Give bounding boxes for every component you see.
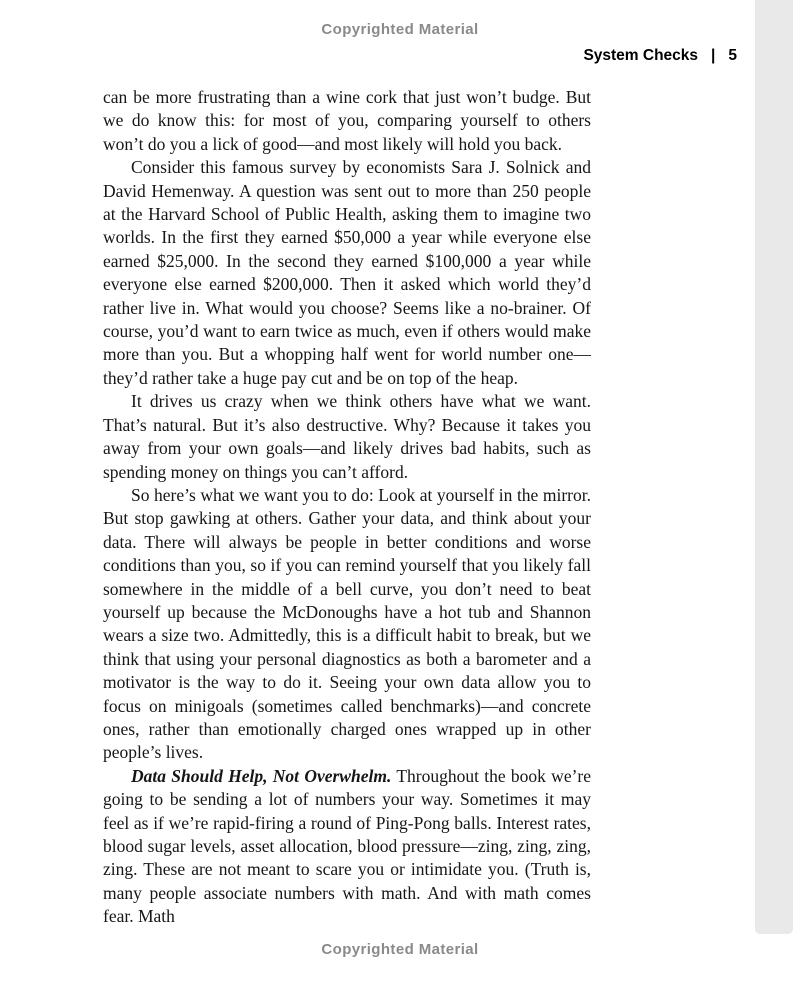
paragraph: can be more frustrating than a wine cork that just won’t budge. But we do know this: for most of you, comparing yourself to others won’t do you a lick of good—and most likely will hold you back. [103,87,591,154]
copyright-watermark-bottom: Copyrighted Material [321,941,479,958]
body-text-block [103,86,591,929]
paragraph-lead-in: Data Should Help, Not Overwhelm. [131,765,392,786]
paragraph: So here’s what we want you to do: Look at yourself in the mirror. But stop gawking at others. Gather your data, and think about your data. There will always be people in better conditions and worse conditions than you, so if you can remind yourself that you likely fall somewhere in the middle of a bell curve, you don’t need to beat yourself up because the McDonoughs have a hot tub and Shannon wears a size two. Admittedly, this is a difficult habit to break, but we think that using your personal diagnostics as both a barometer and a motivator is the way to do it. Seeing your own data allow you to focus on minigoals (sometimes called benchmarks)—and concrete ones, rather than emotionally charged ones wrapped up in other people’s lives. [103,484,591,763]
paragraph-rest: Throughout the book we’re going to be sending a lot of numbers your way. Sometimes it may feel as if we’re rapid-firing a round of Ping-Pong balls. Interest rates, blood sugar levels, asset allocation, blood pressure—zing, zing, zing, zing. These are not meant to scare you or intimidate you. (Truth is, many people associate numbers with math. And with math comes fear. Math [103,765,592,927]
paragraph: It drives us crazy when we think others have what we want. That’s natural. But it’s also destructive. Why? Because it takes you away from your own goals—and likely drives bad habits, such as spending money on things you can’t afford. [103,391,591,482]
page-edge-strip [755,0,793,934]
page-number: 5 [728,47,737,64]
paragraph: Consider this famous survey by economists Sara J. Solnick and David Hemenway. A question was sent out to more than 250 people at the Harvard School of Public Health, asking them to imagine two worlds. In the first they earned $50,000 a year while everyone else earned $25,000. In the second they earned $100,000 a year while everyone else earned $200,000. Then it asked which world they’d rather live in. What would you choose? Seems like a no-brainer. Of course, you’d want to earn twice as much, even if others would make more than you. But a whopping half went for world number one—they’d rather take a huge pay cut and be on top of the heap. [103,157,591,388]
copyright-watermark-top: Copyrighted Material [321,21,479,38]
header-separator: | [711,47,716,64]
chapter-title: System Checks [583,47,699,64]
running-header [583,47,737,65]
paragraph [103,765,591,929]
